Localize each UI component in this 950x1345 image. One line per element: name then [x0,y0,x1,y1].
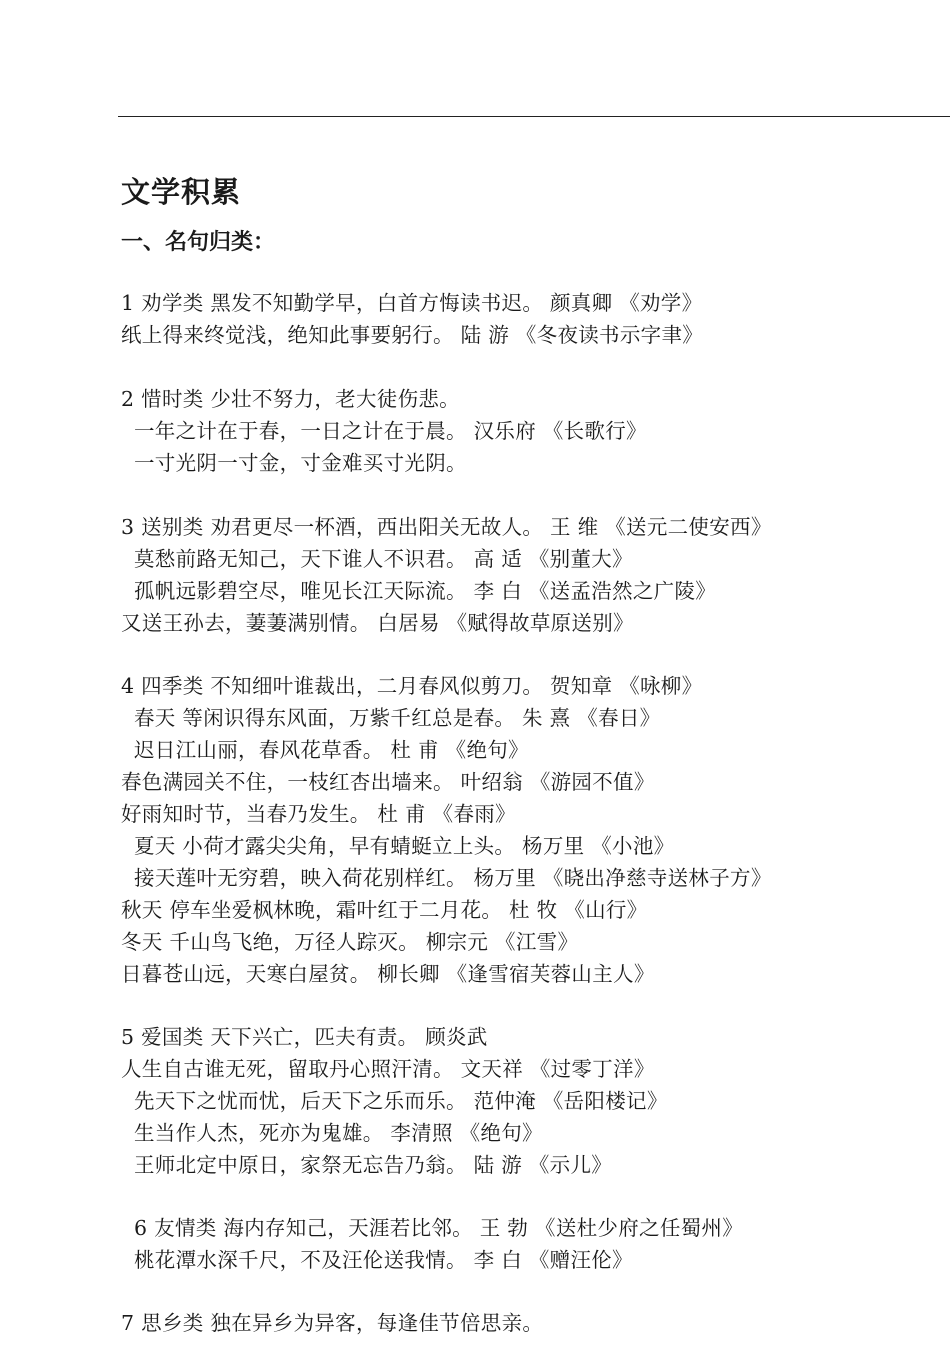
text-line: 好雨知时节，当春乃发生。 杜 甫 《春雨》 [121,802,516,826]
text-line: 3 送别类 劝君更尽一杯酒，西出阳关无故人。 王 维 《送元二使安西》 [121,515,772,539]
text-line: 先天下之忧而忧，后天下之乐而乐。 范仲淹 《岳阳楼记》 [134,1089,668,1113]
text-line: 4 四季类 不知细叶谁裁出，二月春风似剪刀。 贺知章 《咏柳》 [121,674,703,698]
text-line: 接天莲叶无穷碧，映入荷花别样红。 杨万里 《晓出净慈寺送林子方》 [134,866,772,890]
text-line: 日暮苍山远，天寒白屋贫。 柳长卿 《逢雪宿芙蓉山主人》 [121,962,655,986]
text-line: 5 爱国类 天下兴亡，匹夫有责。 顾炎武 [121,1025,488,1049]
text-line: 春色满园关不住，一枝红杏出墙来。 叶绍翁 《游园不值》 [121,770,655,794]
header-rule [118,116,950,117]
text-line: 7 思乡类 独在异乡为异客，每逢佳节倍思亲。 [121,1311,544,1335]
text-line: 纸上得来终觉浅，绝知此事要躬行。 陆 游 《冬夜读书示字聿》 [121,323,704,347]
text-line: 一寸光阴一寸金，寸金难买寸光阴。 [134,451,467,475]
text-line: 2 惜时类 少壮不努力，老大徒伤悲。 [121,387,460,411]
text-line: 1 劝学类 黑发不知勤学早，白首方悔读书迟。 颜真卿 《劝学》 [121,291,703,315]
text-line: 迟日江山丽，春风花草香。 杜 甫 《绝句》 [134,738,529,762]
text-line: 生当作人杰，死亦为鬼雄。 李清照 《绝句》 [134,1121,543,1145]
text-line: 孤帆远影碧空尽，唯见长江天际流。 李 白 《送孟浩然之广陵》 [134,579,717,603]
text-line: 莫愁前路无知己，天下谁人不识君。 高 适 《别董大》 [134,547,633,571]
section-heading: 一、名句归类： [121,229,276,255]
text-line: 冬天 千山鸟飞绝，万径人踪灭。 柳宗元 《江雪》 [121,930,579,954]
text-line: 又送王孙去，萋萋满别情。 白居易 《赋得故草原送别》 [121,611,634,635]
text-line: 人生自古谁无死，留取丹心照汗清。 文天祥 《过零丁洋》 [121,1057,655,1081]
text-line: 王师北定中原日，家祭无忘告乃翁。 陆 游 《示儿》 [134,1153,613,1177]
text-line: 一年之计在于春，一日之计在于晨。 汉乐府 《长歌行》 [134,419,647,443]
text-line: 桃花潭水深千尺，不及汪伦送我情。 李 白 《赠汪伦》 [134,1248,633,1272]
text-line: 春天 等闲识得东风面，万紫千红总是春。 朱 熹 《春日》 [134,706,661,730]
text-line: 6 友情类 海内存知己，天涯若比邻。 王 勃 《送杜少府之任蜀州》 [134,1216,744,1240]
text-line: 夏天 小荷才露尖尖角，早有蜻蜓立上头。 杨万里 《小池》 [134,834,675,858]
text-line: 秋天 停车坐爱枫林晚，霜叶红于二月花。 杜 牧 《山行》 [121,898,648,922]
page-title: 文学积累 [121,175,242,209]
